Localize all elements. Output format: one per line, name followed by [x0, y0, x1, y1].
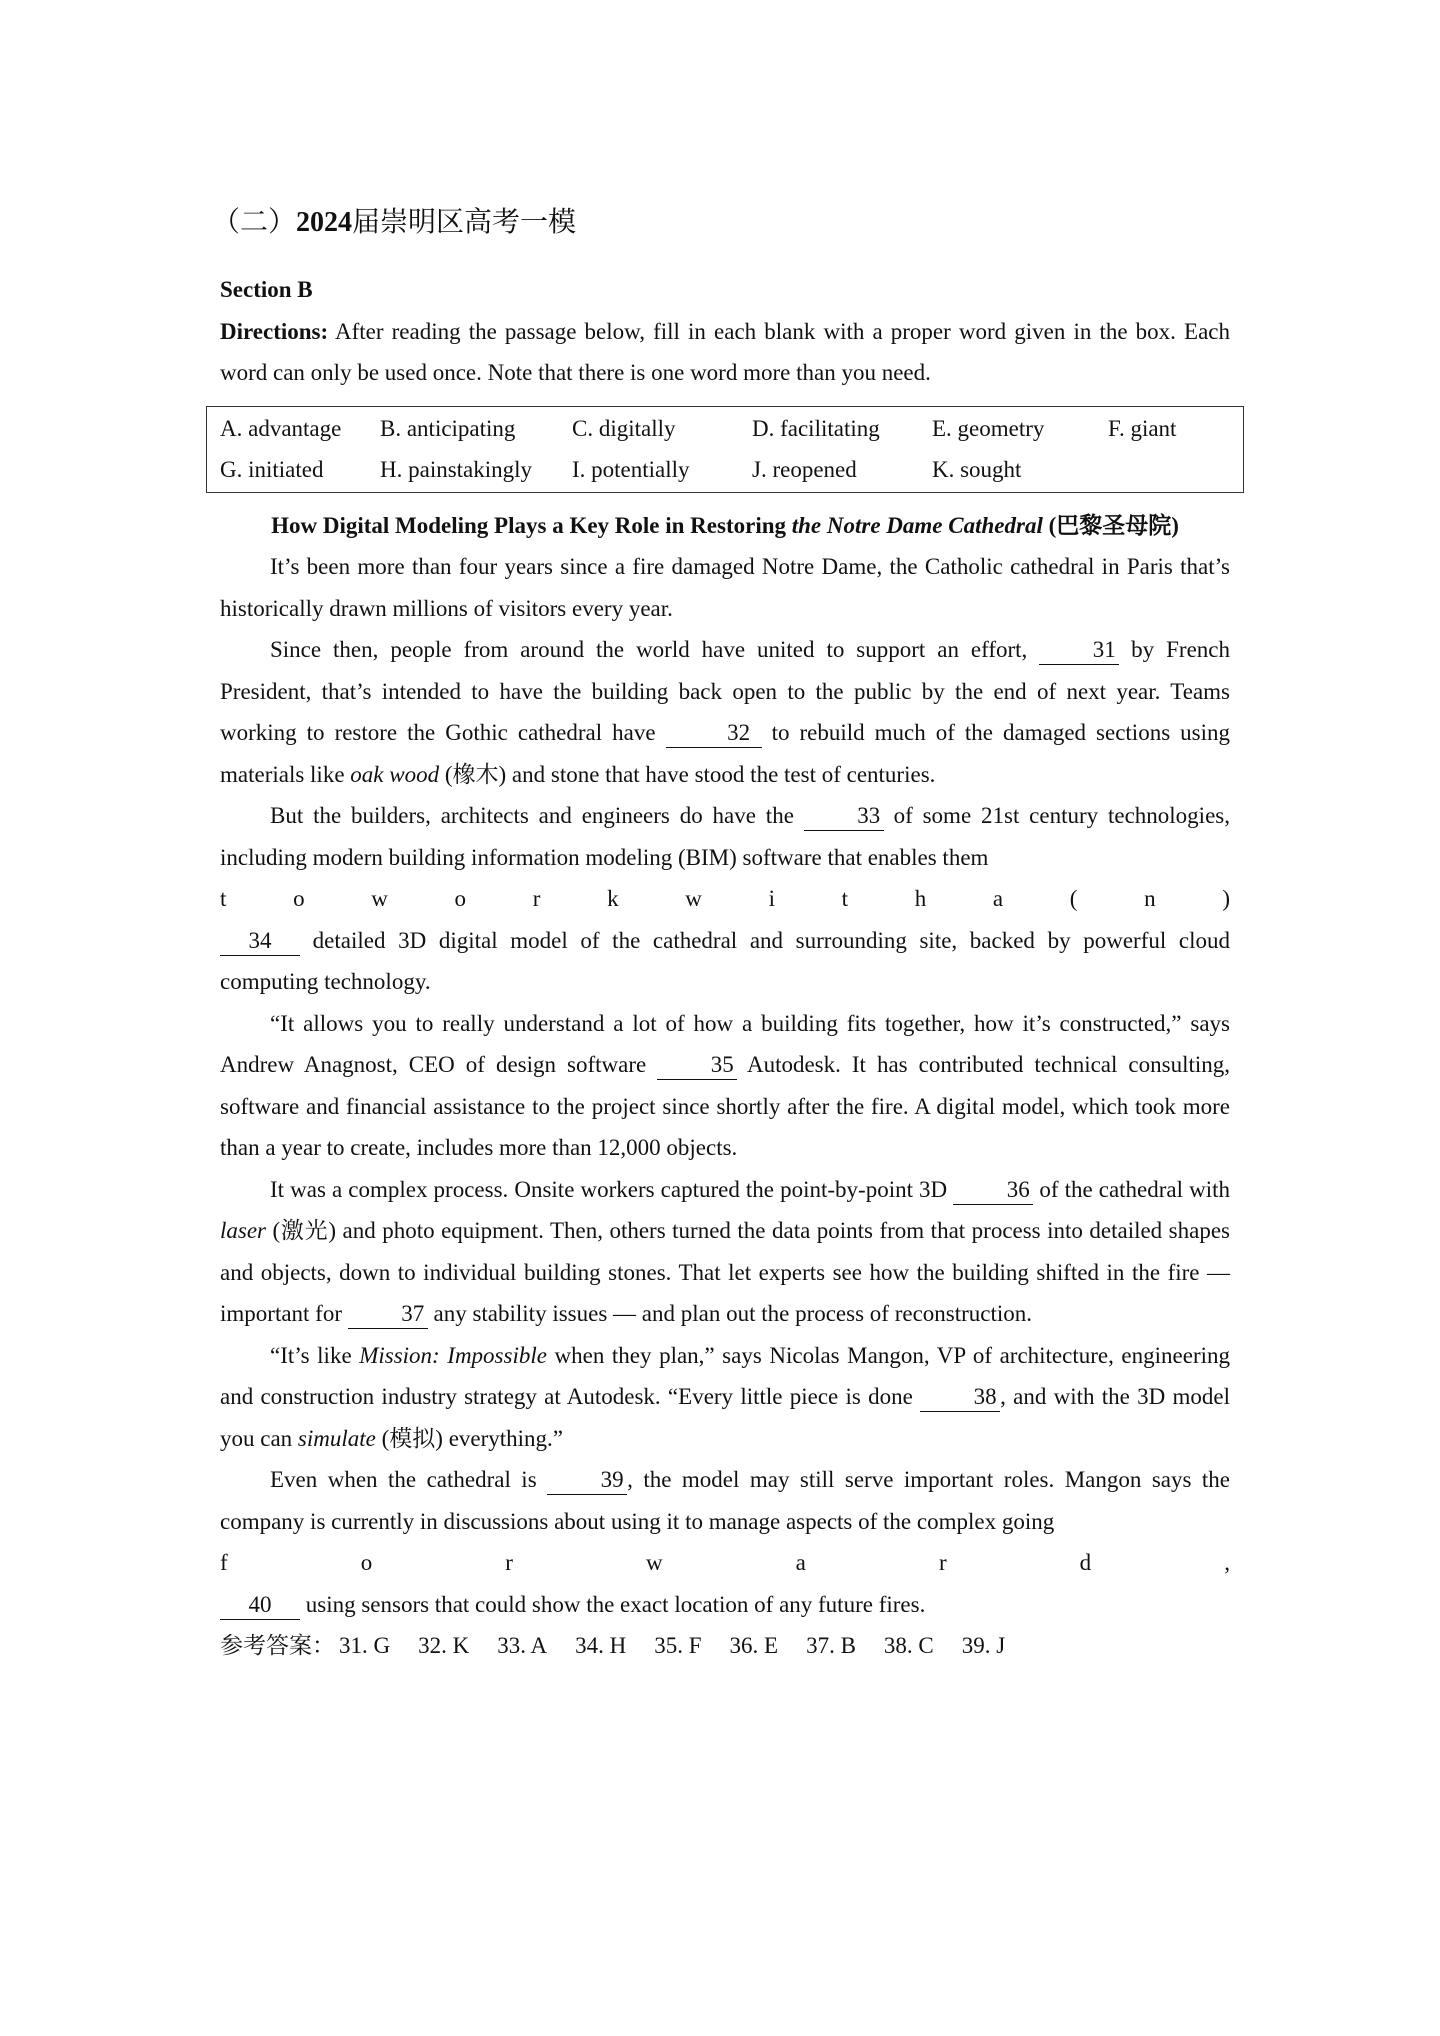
- answer-item: 36. E: [729, 1633, 779, 1658]
- text-run: of some 21st century technologies, including modern building information modeling (BIM) software that enables them: [220, 803, 1230, 870]
- directions: [220, 311, 1230, 394]
- italic-term: Mission: Impossible: [359, 1342, 547, 1368]
- heading-year: 2024: [296, 207, 353, 238]
- paragraph-7-cont: [220, 1584, 1230, 1626]
- answer-key-label: 参考答案：: [220, 1633, 335, 1658]
- text-run: Since then, people from around the world have united to support an effort,: [270, 637, 1040, 662]
- answer-item: 33. A: [497, 1633, 548, 1658]
- heading-title: 届崇明区高考一模: [352, 207, 577, 238]
- passage-title-chinese: (巴黎圣母院): [1042, 512, 1179, 538]
- answer-item: 35. F: [654, 1633, 702, 1658]
- text-run: Even when the cathedral is: [270, 1467, 548, 1492]
- spread-line: f o r w a r d ,: [220, 1550, 1230, 1575]
- text-run: (激光) and photo equipment. Then, others turned the data points from that process into detailed shapes and objects, down to individual building stones. That let experts see how the building shifted in the fire — important for: [220, 1218, 1230, 1326]
- text-run: , the model may still serve important roles. Mangon says the company is currently in discussions about using it to manage aspects of the complex going: [220, 1467, 1230, 1534]
- answer-item: 37. B: [806, 1633, 856, 1658]
- word-option: C. digitally: [572, 415, 676, 441]
- word-option: B. anticipating: [380, 415, 516, 441]
- text-run: , and with the 3D model you can: [220, 1384, 1230, 1451]
- text-run: “It allows you to really understand a lot of how a building fits together, how it’s constructed,” says Andrew Anagnost, CEO of design software: [220, 1010, 1230, 1077]
- word-option: K. sought: [932, 457, 1022, 482]
- directions-label: Directions:: [220, 318, 329, 344]
- paragraph-3-cont: [220, 920, 1230, 1003]
- answer-key: [220, 1625, 1230, 1667]
- word-box: [206, 406, 1244, 493]
- answer-item: 32. K: [418, 1633, 470, 1658]
- word-option: H. painstakingly: [380, 457, 533, 482]
- blank-40[interactable]: 40: [220, 1591, 300, 1620]
- text-run: (橡木) and stone that have stood the test of centuries.: [439, 761, 936, 787]
- italic-term: simulate: [297, 1425, 376, 1451]
- text-run: detailed 3D digital model of the cathedral and surrounding site, backed by powerful cloud computing technology.: [220, 927, 1230, 994]
- section-label: Section B: [220, 277, 313, 302]
- word-option: A. advantage: [220, 415, 342, 441]
- passage-title: [220, 505, 1230, 547]
- word-option: E. geometry: [932, 415, 1045, 441]
- blank-39[interactable]: 39: [547, 1466, 627, 1495]
- text-run: Autodesk. It has contributed technical consulting, software and financial assistance to the project since shortly after the fire. A digital model, which took more than a year to create, includes more than 12,000 objects.: [220, 1052, 1230, 1160]
- paragraph-5: [220, 1169, 1230, 1335]
- italic-term: laser: [220, 1218, 266, 1243]
- word-option: J. reopened: [752, 457, 857, 482]
- word-option: G. initiated: [220, 457, 324, 482]
- italic-term: oak wood: [350, 761, 440, 787]
- blank-34[interactable]: 34: [220, 927, 300, 956]
- blank-32[interactable]: 32: [666, 719, 762, 748]
- word-box-row-2: [220, 449, 1230, 491]
- text-run: to rebuild much of the damaged sections using materials like: [220, 720, 1230, 787]
- directions-text: After reading the passage below, fill in each blank with a proper word given in the box. Each word can only be used once. Note that there is one word more than you need.: [220, 318, 1230, 385]
- text-run: (模拟) everything.”: [375, 1425, 564, 1451]
- passage-title-text: How Digital Modeling Plays a Key Role in Restoring: [271, 512, 792, 538]
- blank-33[interactable]: 33: [804, 802, 884, 831]
- text-run: of the cathedral with: [1033, 1176, 1230, 1202]
- passage-title-italic: the Notre Dame Cathedral: [791, 512, 1043, 538]
- blank-37[interactable]: 37: [348, 1300, 428, 1329]
- paragraph-4: [220, 1003, 1230, 1169]
- word-option: I. potentially: [572, 457, 690, 482]
- paragraph-1: It’s been more than four years since a fire damaged Notre Dame, the Catholic cathedral in Paris that’s historically drawn millions of visitors every year.: [220, 554, 1230, 621]
- text-run: But the builders, architects and engineers do have the: [270, 803, 804, 828]
- blank-36[interactable]: 36: [953, 1176, 1033, 1205]
- text-run: “It’s like: [270, 1342, 360, 1368]
- heading-prefix: （二）: [212, 207, 297, 238]
- blank-38[interactable]: 38: [920, 1383, 1000, 1412]
- text-run: any stability issues — and plan out the process of reconstruction.: [427, 1301, 1033, 1326]
- text-run: by French President, that’s intended to have the building back open to the public by the end of next year. Teams working to restore the Gothic cathedral have: [220, 637, 1230, 745]
- spread-line: t o w o r k w i t h a ( n ): [220, 886, 1230, 911]
- answer-item: 38. C: [883, 1633, 934, 1658]
- blank-31[interactable]: 31: [1039, 636, 1119, 665]
- exam-heading: [212, 205, 1230, 241]
- text-run: when they plan,” says Nicolas Mangon, VP of architecture, engineering and construction industry strategy at Autodesk. “Every little piece is done: [220, 1342, 1230, 1409]
- paragraph-7: [220, 1459, 1230, 1542]
- document-page: [212, 205, 1230, 1667]
- blank-35[interactable]: 35: [657, 1051, 737, 1080]
- paragraph-6: [220, 1335, 1230, 1460]
- answer-item: 39. J: [961, 1633, 1006, 1658]
- word-option: F. giant: [1108, 415, 1177, 441]
- paragraph-2: [220, 629, 1230, 795]
- text-run: using sensors that could show the exact location of any future fires.: [300, 1591, 926, 1617]
- paragraph-3: [220, 795, 1230, 878]
- answer-item: 34. H: [575, 1633, 627, 1658]
- word-box-row-1: [220, 408, 1230, 450]
- word-option: D. facilitating: [752, 415, 880, 441]
- text-run: It was a complex process. Onsite workers captured the point-by-point 3D: [270, 1176, 954, 1202]
- answer-item: 31. G: [339, 1633, 391, 1658]
